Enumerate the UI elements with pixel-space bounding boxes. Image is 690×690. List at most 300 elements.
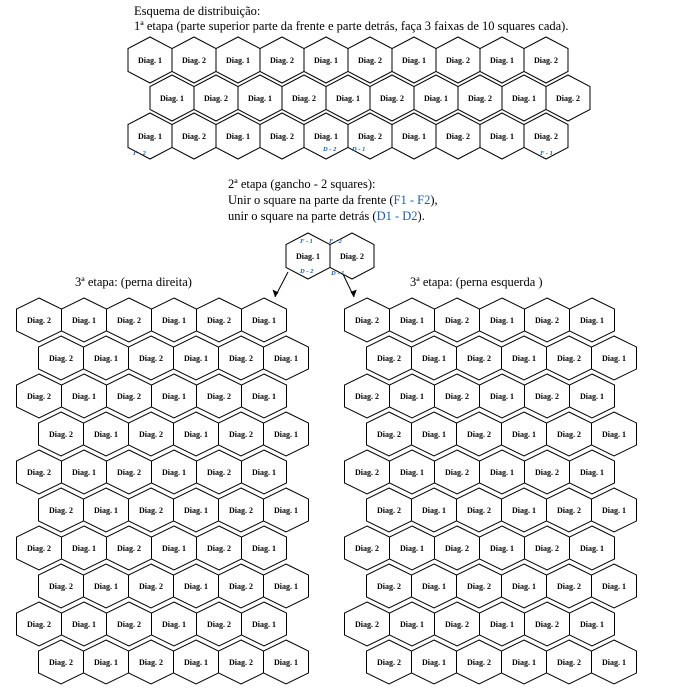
left-leg-grid-hex-r4-c6: [592, 412, 637, 456]
right-leg-grid-hex-r6-c6-label: Diag. 1: [274, 506, 298, 515]
right-leg-grid-hex-r7-c3-label: Diag. 2: [117, 544, 141, 553]
right-leg-grid-hex-r5-c6-label: Diag. 1: [252, 468, 276, 477]
right-leg-grid-hex-r1-c1: [17, 298, 62, 342]
left-leg-grid-hex-r8-c6-label: Diag. 1: [602, 582, 626, 591]
left-leg-grid-hex-r6-c5-label: Diag. 2: [557, 506, 581, 515]
right-leg-grid-hex-r4-c3: [129, 412, 174, 456]
right-leg-grid-hex-r7-c5: [197, 526, 242, 570]
left-leg-grid-hex-r7-c6: [570, 526, 615, 570]
step1-hex-r1-c3-label: Diag. 1: [226, 56, 250, 65]
left-leg-grid-hex-r3-c2-label: Diag. 1: [400, 392, 424, 401]
right-leg-grid-hex-r10-c2-label: Diag. 1: [94, 658, 118, 667]
right-leg-grid-hex-r7-c5-label: Diag. 2: [207, 544, 231, 553]
right-leg-grid-hex-r4-c5: [219, 412, 264, 456]
left-leg-grid-hex-r6-c4-label: Diag. 1: [512, 506, 536, 515]
step1-hex-r2-c6-label: Diag. 2: [380, 94, 404, 103]
left-leg-grid-hex-r10-c6: [592, 640, 637, 684]
left-leg-grid-hex-r1-c6-label: Diag. 1: [580, 316, 604, 325]
left-leg-grid-hex-r5-c2: [390, 450, 435, 494]
right-leg-grid-hex-r4-c1: [39, 412, 84, 456]
step1-hex-r2-c3-label: Diag. 1: [248, 94, 272, 103]
right-leg-grid-hex-r6-c6: [264, 488, 309, 532]
step1-hex-r1-c6: [348, 37, 392, 83]
right-leg-grid-hex-r2-c3-label: Diag. 2: [139, 354, 163, 363]
left-leg-grid-hex-r3-c4-label: Diag. 1: [490, 392, 514, 401]
step1-hex-r2-c2: [194, 75, 238, 121]
step1-hex-r2-c6: [370, 75, 414, 121]
left-leg-grid-hex-r7-c3-label: Diag. 2: [445, 544, 469, 553]
right-leg-grid-hex-r5-c2-label: Diag. 1: [72, 468, 96, 477]
right-leg-grid-hex-r3-c4-label: Diag. 1: [162, 392, 186, 401]
right-leg-grid-hex-r9-c2: [62, 602, 107, 646]
step1-hex-r2-c1-label: Diag. 1: [160, 94, 184, 103]
left-leg-grid-hex-r10-c4-label: Diag. 1: [512, 658, 536, 667]
left-leg-grid-hex-r3-c2: [390, 374, 435, 418]
left-leg-grid-hex-r10-c3: [457, 640, 502, 684]
right-leg-grid-hex-r5-c1-label: Diag. 2: [27, 468, 51, 477]
step1-hex-r3-c2: [172, 113, 216, 159]
right-leg-grid-hex-r5-c6: [242, 450, 287, 494]
step1-grid: [128, 37, 590, 159]
right-leg-grid-hex-r9-c3: [107, 602, 152, 646]
step1-hex-r3-c9: [480, 113, 524, 159]
left-leg-grid-hex-r8-c5-label: Diag. 2: [557, 582, 581, 591]
step1-hex-r2-c2-label: Diag. 2: [204, 94, 228, 103]
left-leg-grid-hex-r8-c6: [592, 564, 637, 608]
left-leg-grid-hex-r4-c2-label: Diag. 1: [422, 430, 446, 439]
left-leg-grid-hex-r6-c4: [502, 488, 547, 532]
left-leg-grid-hex-r1-c3: [435, 298, 480, 342]
right-leg-grid-hex-r7-c2: [62, 526, 107, 570]
step1-hex-r2-c7-label: Diag. 1: [424, 94, 448, 103]
right-leg-grid-hex-r3-c6-label: Diag. 1: [252, 392, 276, 401]
right-leg-grid-hex-r9-c5-label: Diag. 2: [207, 620, 231, 629]
step1-hex-r2-c8-label: Diag. 2: [468, 94, 492, 103]
step1-hex-r2-c7: [414, 75, 458, 121]
right-leg-grid-hex-r1-c4-label: Diag. 1: [162, 316, 186, 325]
right-leg-grid-hex-r1-c6: [242, 298, 287, 342]
step2-code-back: D1 - D2: [376, 209, 418, 223]
left-leg-grid-hex-r1-c2: [390, 298, 435, 342]
step1-hex-r1-c7: [392, 37, 436, 83]
left-leg-grid-hex-r4-c1: [367, 412, 412, 456]
right-leg-grid-hex-r6-c4-label: Diag. 1: [184, 506, 208, 515]
left-leg-grid-hex-r7-c2-label: Diag. 1: [400, 544, 424, 553]
step1-hex-r3-c9-label: Diag. 1: [490, 132, 514, 141]
right-leg-grid-hex-r10-c6-label: Diag. 1: [274, 658, 298, 667]
left-leg-grid-hex-r2-c4: [502, 336, 547, 380]
left-leg-grid-hex-r2-c3-label: Diag. 2: [467, 354, 491, 363]
step1-hex-r1-c10: [524, 37, 568, 83]
left-leg-grid-hex-r10-c1-label: Diag. 2: [377, 658, 401, 667]
left-leg-grid-hex-r4-c4-label: Diag. 1: [512, 430, 536, 439]
right-leg-grid-hex-r8-c6: [264, 564, 309, 608]
left-leg-grid-hex-r1-c5: [525, 298, 570, 342]
right-leg-grid-hex-r5-c5: [197, 450, 242, 494]
left-leg-grid-hex-r6-c6: [592, 488, 637, 532]
right-leg-grid-hex-r3-c1-label: Diag. 2: [27, 392, 51, 401]
left-leg-grid-hex-r9-c5: [525, 602, 570, 646]
right-leg-grid-hex-r1-c2-label: Diag. 1: [72, 316, 96, 325]
left-leg-grid-hex-r1-c1-label: Diag. 2: [355, 316, 379, 325]
left-leg-grid-hex-r3-c6-label: Diag. 1: [580, 392, 604, 401]
right-leg-grid-hex-r1-c3-label: Diag. 2: [117, 316, 141, 325]
left-leg-grid-hex-r4-c3-label: Diag. 2: [467, 430, 491, 439]
right-leg-grid-hex-r9-c4: [152, 602, 197, 646]
right-leg-grid-hex-r2-c2: [84, 336, 129, 380]
left-leg-grid-hex-r5-c5: [525, 450, 570, 494]
right-leg-grid-hex-r3-c2-label: Diag. 1: [72, 392, 96, 401]
step1-hex-r3-c4: [260, 113, 304, 159]
right-leg-grid-hex-r5-c3: [107, 450, 152, 494]
left-leg-grid-hex-r7-c5: [525, 526, 570, 570]
step1-hex-r1-c2: [172, 37, 216, 83]
left-leg-grid-hex-r7-c1: [345, 526, 390, 570]
left-leg-grid-hex-r6-c3-label: Diag. 2: [467, 506, 491, 515]
right-leg-grid-hex-r6-c5: [219, 488, 264, 532]
step2-mark-d1: D - 1: [331, 270, 345, 277]
right-leg-grid-hex-r9-c2-label: Diag. 1: [72, 620, 96, 629]
right-leg-grid-hex-r1-c5-label: Diag. 2: [207, 316, 231, 325]
right-leg-grid-hex-r5-c4: [152, 450, 197, 494]
right-leg-grid-hex-r1-c3: [107, 298, 152, 342]
step1-hex-r2-c8: [458, 75, 502, 121]
right-leg-grid-hex-r1-c5: [197, 298, 242, 342]
right-leg-grid-hex-r3-c3: [107, 374, 152, 418]
left-leg-grid-hex-r5-c6-label: Diag. 1: [580, 468, 604, 477]
left-leg-grid-hex-r1-c3-label: Diag. 2: [445, 316, 469, 325]
step2-grid: [286, 233, 374, 279]
left-leg-grid-hex-r8-c1: [367, 564, 412, 608]
step1-hex-r3-c10-label: Diag. 2: [534, 132, 558, 141]
right-leg-grid-hex-r8-c4-label: Diag. 1: [184, 582, 208, 591]
left-leg-grid-hex-r3-c6: [570, 374, 615, 418]
step1-hex-r2-c4-label: Diag. 2: [292, 94, 316, 103]
right-leg-grid-hex-r8-c6-label: Diag. 1: [274, 582, 298, 591]
left-leg-grid-hex-r7-c4-label: Diag. 1: [490, 544, 514, 553]
step2-mark-d2: D - 2: [300, 268, 314, 275]
right-leg-grid-hex-r10-c1: [39, 640, 84, 684]
right-leg-grid-hex-r6-c3: [129, 488, 174, 532]
right-leg-grid-hex-r9-c1-label: Diag. 2: [27, 620, 51, 629]
left-leg-grid-hex-r2-c3: [457, 336, 502, 380]
left-leg-grid-hex-r9-c4-label: Diag. 1: [490, 620, 514, 629]
left-leg-grid-hex-r2-c2-label: Diag. 1: [422, 354, 446, 363]
right-leg-grid-hex-r4-c1-label: Diag. 2: [49, 430, 73, 439]
left-leg-grid-hex-r5-c3-label: Diag. 2: [445, 468, 469, 477]
right-leg-grid-hex-r6-c1-label: Diag. 2: [49, 506, 73, 515]
right-leg-grid-hex-r3-c3-label: Diag. 2: [117, 392, 141, 401]
left-leg-grid-hex-r4-c5-label: Diag. 2: [557, 430, 581, 439]
right-leg-grid-hex-r9-c6-label: Diag. 1: [252, 620, 276, 629]
left-leg-grid-hex-r8-c4-label: Diag. 1: [512, 582, 536, 591]
diagram-heading: Esquema de distribuição:: [134, 4, 261, 18]
left-leg-grid-hex-r9-c6: [570, 602, 615, 646]
right-leg-grid-hex-r6-c1: [39, 488, 84, 532]
step1-mark-d2: D - 2: [323, 146, 337, 153]
right-leg-grid-hex-r3-c4: [152, 374, 197, 418]
right-leg-grid-hex-r2-c4: [174, 336, 219, 380]
left-leg-grid-hex-r8-c2: [412, 564, 457, 608]
right-leg-grid-hex-r9-c5: [197, 602, 242, 646]
step1-hex-r2-c3: [238, 75, 282, 121]
left-leg-grid-hex-r5-c3: [435, 450, 480, 494]
left-leg-grid-hex-r10-c4: [502, 640, 547, 684]
step1-hex-r2-c1: [150, 75, 194, 121]
left-leg-grid-hex-r4-c2: [412, 412, 457, 456]
step1-mark-d1: D - 1: [352, 146, 366, 153]
right-leg-grid-hex-r6-c3-label: Diag. 2: [139, 506, 163, 515]
left-leg-grid-hex-r2-c1: [367, 336, 412, 380]
right-leg-grid-hex-r1-c1-label: Diag. 2: [27, 316, 51, 325]
step1-hex-r1-c4-label: Diag. 2: [270, 56, 294, 65]
left-leg-grid-hex-r1-c6: [570, 298, 615, 342]
left-leg-grid-hex-r5-c4-label: Diag. 1: [490, 468, 514, 477]
left-leg-grid-hex-r5-c2-label: Diag. 1: [400, 468, 424, 477]
left-leg-grid-hex-r9-c1-label: Diag. 2: [355, 620, 379, 629]
right-leg-grid-hex-r2-c5-label: Diag. 2: [229, 354, 253, 363]
step1-title: 1ª etapa (parte superior parte da frente e parte detrás, faça 3 faixas de 10 squares cada).: [134, 19, 569, 33]
right-leg-grid-hex-r4-c2-label: Diag. 1: [94, 430, 118, 439]
right-leg-grid-hex-r10-c3: [129, 640, 174, 684]
left-leg-grid-hex-r6-c3: [457, 488, 502, 532]
left-leg-grid-hex-r1-c4-label: Diag. 1: [490, 316, 514, 325]
right-leg-grid-hex-r1-c4: [152, 298, 197, 342]
right-leg-grid-hex-r10-c6: [264, 640, 309, 684]
step3-left-title: 3ª etapa: (perna esquerda ): [410, 275, 543, 289]
left-leg-grid-hex-r6-c5: [547, 488, 592, 532]
right-leg-grid-hex-r10-c1-label: Diag. 2: [49, 658, 73, 667]
step1-hex-r1-c8-label: Diag. 2: [446, 56, 470, 65]
left-leg-grid-hex-r3-c5-label: Diag. 2: [535, 392, 559, 401]
right-leg-grid-hex-r4-c6-label: Diag. 1: [274, 430, 298, 439]
right-leg-grid-hex-r2-c6: [264, 336, 309, 380]
left-leg-grid-hex-r10-c2: [412, 640, 457, 684]
step1-hex-r2-c9-label: Diag. 1: [512, 94, 536, 103]
right-leg-grid-hex-r2-c3: [129, 336, 174, 380]
right-leg-grid-hex-r6-c4: [174, 488, 219, 532]
left-leg-grid-hex-r7-c5-label: Diag. 2: [535, 544, 559, 553]
left-leg-grid-hex-r4-c1-label: Diag. 2: [377, 430, 401, 439]
left-leg-grid-hex-r3-c4: [480, 374, 525, 418]
step1-hex-r3-c5-label: Diag. 1: [314, 132, 338, 141]
left-leg-grid-hex-r3-c3-label: Diag. 2: [445, 392, 469, 401]
step1-mark-f1: F - 1: [540, 150, 553, 157]
left-leg-grid-hex-r4-c6-label: Diag. 1: [602, 430, 626, 439]
right-leg-grid-hex-r6-c5-label: Diag. 2: [229, 506, 253, 515]
step1-hex-r3-c7-label: Diag. 1: [402, 132, 426, 141]
left-leg-grid-hex-r10-c5-label: Diag. 2: [557, 658, 581, 667]
step1-hex-r1-c5-label: Diag. 1: [314, 56, 338, 65]
right-leg-grid-hex-r7-c2-label: Diag. 1: [72, 544, 96, 553]
right-leg-grid-hex-r8-c3-label: Diag. 2: [139, 582, 163, 591]
step1-hex-r3-c3-label: Diag. 1: [226, 132, 250, 141]
left-leg-grid-hex-r2-c4-label: Diag. 1: [512, 354, 536, 363]
right-leg-grid-hex-r3-c5-label: Diag. 2: [207, 392, 231, 401]
arrow-to-right-leg: [273, 272, 289, 297]
right-leg-grid-hex-r3-c6: [242, 374, 287, 418]
right-leg-grid-hex-r5-c5-label: Diag. 2: [207, 468, 231, 477]
step2-hex-1-label: Diag. 1: [296, 252, 320, 261]
right-leg-grid-hex-r2-c1: [39, 336, 84, 380]
right-leg-grid-hex-r8-c2: [84, 564, 129, 608]
left-leg-grid-hex-r9-c1: [345, 602, 390, 646]
step1-hex-r1-c4: [260, 37, 304, 83]
right-leg-grid-hex-r3-c1: [17, 374, 62, 418]
right-leg-grid-hex-r8-c5: [219, 564, 264, 608]
step2-hex-2-label: Diag. 2: [340, 252, 364, 261]
left-leg-grid-hex-r6-c6-label: Diag. 1: [602, 506, 626, 515]
left-leg-grid-hex-r6-c2-label: Diag. 1: [422, 506, 446, 515]
right-leg-grid-hex-r9-c3-label: Diag. 2: [117, 620, 141, 629]
right-leg-grid-hex-r8-c1: [39, 564, 84, 608]
step1-hex-r2-c10: [546, 75, 590, 121]
step2-line-back-prefix: unir o square na parte detrás (: [228, 209, 377, 223]
left-leg-grid-hex-r10-c3-label: Diag. 2: [467, 658, 491, 667]
right-leg-grid-hex-r6-c2: [84, 488, 129, 532]
left-leg-grid-hex-r9-c4: [480, 602, 525, 646]
step1-hex-r3-c3: [216, 113, 260, 159]
left-leg-grid-hex-r7-c4: [480, 526, 525, 570]
step2-title: 2ª etapa (gancho - 2 squares):: [228, 177, 376, 191]
left-leg-grid-hex-r4-c4: [502, 412, 547, 456]
step1-mark-f2: F - 2: [133, 150, 146, 157]
right-leg-grid-hex-r7-c1-label: Diag. 2: [27, 544, 51, 553]
left-leg-grid-hex-r9-c6-label: Diag. 1: [580, 620, 604, 629]
left-leg-grid-hex-r1-c4: [480, 298, 525, 342]
left-leg-grid-hex-r5-c4: [480, 450, 525, 494]
right-leg-grid-hex-r7-c3: [107, 526, 152, 570]
left-leg-grid-hex-r9-c2-label: Diag. 1: [400, 620, 424, 629]
step1-hex-r1-c10-label: Diag. 2: [534, 56, 558, 65]
right-leg-grid-hex-r4-c4: [174, 412, 219, 456]
step2-line-front: [228, 193, 438, 207]
left-leg-grid-hex-r7-c1-label: Diag. 2: [355, 544, 379, 553]
right-leg-grid-hex-r2-c4-label: Diag. 1: [184, 354, 208, 363]
left-leg-grid-hex-r7-c6-label: Diag. 1: [580, 544, 604, 553]
right-leg-grid: [17, 298, 309, 684]
right-leg-grid-hex-r5-c2: [62, 450, 107, 494]
right-leg-grid-hex-r2-c5: [219, 336, 264, 380]
right-leg-grid-hex-r7-c4: [152, 526, 197, 570]
left-leg-grid-hex-r3-c1: [345, 374, 390, 418]
left-leg-grid-hex-r5-c1-label: Diag. 2: [355, 468, 379, 477]
right-leg-grid-hex-r9-c4-label: Diag. 1: [162, 620, 186, 629]
left-leg-grid-hex-r4-c5: [547, 412, 592, 456]
left-leg-grid-hex-r9-c2: [390, 602, 435, 646]
step1-hex-r3-c8-label: Diag. 2: [446, 132, 470, 141]
left-leg-grid-hex-r9-c5-label: Diag. 2: [535, 620, 559, 629]
right-leg-grid-hex-r5-c3-label: Diag. 2: [117, 468, 141, 477]
right-leg-grid-hex-r2-c6-label: Diag. 1: [274, 354, 298, 363]
left-leg-grid-hex-r3-c1-label: Diag. 2: [355, 392, 379, 401]
left-leg-grid-hex-r5-c6: [570, 450, 615, 494]
right-leg-grid-hex-r8-c4: [174, 564, 219, 608]
right-leg-grid-hex-r9-c1: [17, 602, 62, 646]
left-leg-grid-hex-r10-c6-label: Diag. 1: [602, 658, 626, 667]
step1-hex-r3-c8: [436, 113, 480, 159]
left-leg-grid: [345, 298, 637, 684]
step1-hex-r2-c4: [282, 75, 326, 121]
step2-line-front-suffix: ),: [430, 193, 438, 207]
step2-mark-f2: F - 2: [329, 238, 342, 245]
step1-hex-r3-c6-label: Diag. 2: [358, 132, 382, 141]
step1-hex-r1-c1: [128, 37, 172, 83]
left-leg-grid-hex-r8-c2-label: Diag. 1: [422, 582, 446, 591]
right-leg-grid-hex-r8-c2-label: Diag. 1: [94, 582, 118, 591]
right-leg-grid-hex-r10-c5: [219, 640, 264, 684]
left-leg-grid-hex-r10-c5: [547, 640, 592, 684]
step1-hex-r1-c5: [304, 37, 348, 83]
step1-hex-r1-c1-label: Diag. 1: [138, 56, 162, 65]
step1-hex-r3-c7: [392, 113, 436, 159]
right-leg-grid-hex-r8-c5-label: Diag. 2: [229, 582, 253, 591]
left-leg-grid-hex-r6-c1: [367, 488, 412, 532]
step2-mark-f1: F - 1: [300, 238, 313, 245]
left-leg-grid-hex-r3-c3: [435, 374, 480, 418]
left-leg-grid-hex-r8-c3: [457, 564, 502, 608]
right-leg-grid-hex-r4-c5-label: Diag. 2: [229, 430, 253, 439]
left-leg-grid-hex-r1-c5-label: Diag. 2: [535, 316, 559, 325]
right-leg-grid-hex-r7-c6: [242, 526, 287, 570]
right-leg-grid-hex-r10-c3-label: Diag. 2: [139, 658, 163, 667]
right-leg-grid-hex-r5-c1: [17, 450, 62, 494]
step1-hex-r2-c5-label: Diag. 1: [336, 94, 360, 103]
left-leg-grid-hex-r2-c5-label: Diag. 2: [557, 354, 581, 363]
left-leg-grid-hex-r2-c2: [412, 336, 457, 380]
right-leg-grid-hex-r3-c2: [62, 374, 107, 418]
step1-hex-r3-c2-label: Diag. 2: [182, 132, 206, 141]
right-leg-grid-hex-r2-c1-label: Diag. 2: [49, 354, 73, 363]
right-leg-grid-hex-r4-c2: [84, 412, 129, 456]
left-leg-grid-hex-r2-c5: [547, 336, 592, 380]
right-leg-grid-hex-r5-c4-label: Diag. 1: [162, 468, 186, 477]
step1-hex-r3-c4-label: Diag. 2: [270, 132, 294, 141]
step2-line-back-suffix: ).: [417, 209, 425, 223]
right-leg-grid-hex-r4-c6: [264, 412, 309, 456]
right-leg-grid-hex-r4-c4-label: Diag. 1: [184, 430, 208, 439]
right-leg-grid-hex-r7-c4-label: Diag. 1: [162, 544, 186, 553]
left-leg-grid-hex-r6-c2: [412, 488, 457, 532]
left-leg-grid-hex-r9-c3: [435, 602, 480, 646]
left-leg-grid-hex-r5-c5-label: Diag. 2: [535, 468, 559, 477]
step1-hex-r1-c9-label: Diag. 1: [490, 56, 514, 65]
right-leg-grid-hex-r10-c4-label: Diag. 1: [184, 658, 208, 667]
left-leg-grid-hex-r9-c3-label: Diag. 2: [445, 620, 469, 629]
left-leg-grid-hex-r8-c4: [502, 564, 547, 608]
step2-line-front-prefix: Unir o square na parte da frente (: [228, 193, 394, 207]
left-leg-grid-hex-r8-c5: [547, 564, 592, 608]
right-leg-grid-hex-r6-c2-label: Diag. 1: [94, 506, 118, 515]
left-leg-grid-hex-r1-c1: [345, 298, 390, 342]
left-leg-grid-hex-r6-c1-label: Diag. 2: [377, 506, 401, 515]
left-leg-grid-hex-r2-c6-label: Diag. 1: [602, 354, 626, 363]
left-leg-grid-hex-r10-c2-label: Diag. 1: [422, 658, 446, 667]
right-leg-grid-hex-r7-c1: [17, 526, 62, 570]
step1-hex-r1-c8: [436, 37, 480, 83]
right-leg-grid-hex-r10-c4: [174, 640, 219, 684]
step3-right-title: 3ª etapa: (perna direita): [75, 275, 192, 289]
left-leg-grid-hex-r7-c3: [435, 526, 480, 570]
left-leg-grid-hex-r3-c5: [525, 374, 570, 418]
left-leg-grid-hex-r2-c1-label: Diag. 2: [377, 354, 401, 363]
step1-hex-r1-c6-label: Diag. 2: [358, 56, 382, 65]
left-leg-grid-hex-r4-c3: [457, 412, 502, 456]
right-leg-grid-hex-r7-c6-label: Diag. 1: [252, 544, 276, 553]
right-leg-grid-hex-r10-c5-label: Diag. 2: [229, 658, 253, 667]
step2-code-front: F1 - F2: [393, 193, 431, 207]
step1-hex-r1-c9: [480, 37, 524, 83]
